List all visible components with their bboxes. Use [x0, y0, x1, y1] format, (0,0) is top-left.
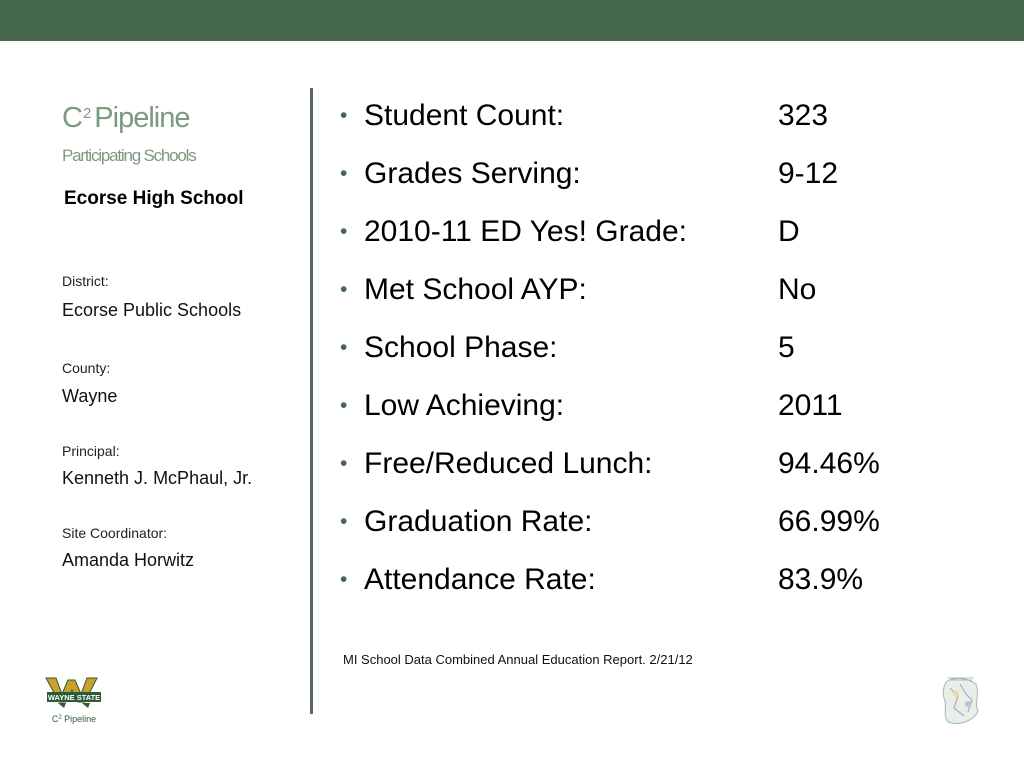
title-main: C: [62, 102, 82, 134]
wayne-state-logo: [44, 676, 106, 726]
title-superscript: 2: [82, 105, 92, 122]
stat-value: No: [778, 273, 817, 306]
header-bar: [0, 0, 1024, 41]
page-subtitle: Participating Schools: [62, 146, 196, 165]
county-label: County:: [62, 360, 111, 376]
bullet-icon: •: [340, 104, 348, 127]
site-coordinator-label: Site Coordinator:: [62, 525, 168, 541]
stat-value: 5: [778, 331, 795, 364]
title-rest: Pipeline: [94, 102, 190, 134]
stat-label: Low Achieving:: [364, 389, 565, 422]
county-value: Wayne: [62, 386, 118, 406]
logo-banner-text: WAYNE STATE: [47, 693, 101, 702]
bullet-icon: •: [340, 162, 348, 185]
bullet-icon: •: [340, 394, 348, 417]
stat-label: Graduation Rate:: [364, 505, 593, 538]
bullet-icon: •: [340, 568, 348, 591]
stat-value: 9-12: [778, 157, 839, 190]
bullet-icon: •: [340, 220, 348, 243]
stat-value: 94.46%: [778, 447, 880, 480]
stat-label: 2010-11 ED Yes! Grade:: [364, 215, 687, 248]
school-name: Ecorse High School: [64, 188, 244, 209]
stat-label: Met School AYP:: [364, 273, 587, 306]
bullet-icon: •: [340, 336, 348, 359]
district-label: District:: [62, 273, 109, 289]
stat-label: Attendance Rate:: [364, 563, 596, 596]
stat-value: 323: [778, 99, 829, 132]
bullet-icon: •: [340, 278, 348, 301]
stat-value: 2011: [778, 389, 843, 422]
site-coordinator-value: Amanda Horwitz: [62, 550, 195, 570]
principal-value: Kenneth J. McPhaul, Jr.: [62, 468, 253, 488]
source-note: MI School Data Combined Annual Education Report. 2/21/12: [343, 652, 693, 667]
bullet-icon: •: [340, 510, 348, 533]
stat-value: 66.99%: [778, 505, 880, 538]
stat-label: Student Count:: [364, 99, 565, 132]
page-title: [62, 104, 189, 133]
stat-value: D: [778, 215, 800, 248]
stat-label: School Phase:: [364, 331, 558, 364]
vertical-divider: [310, 88, 313, 714]
principal-label: Principal:: [62, 443, 120, 459]
logo-caption: $C^2$ Pipeline: [51, 714, 97, 724]
district-value: Ecorse Public Schools: [62, 300, 242, 320]
stat-value: 83.9%: [778, 563, 864, 596]
stat-label: Free/Reduced Lunch:: [364, 447, 653, 480]
stat-label: Grades Serving:: [364, 157, 581, 190]
partner-logo: [936, 672, 986, 732]
bullet-icon: •: [340, 452, 348, 475]
